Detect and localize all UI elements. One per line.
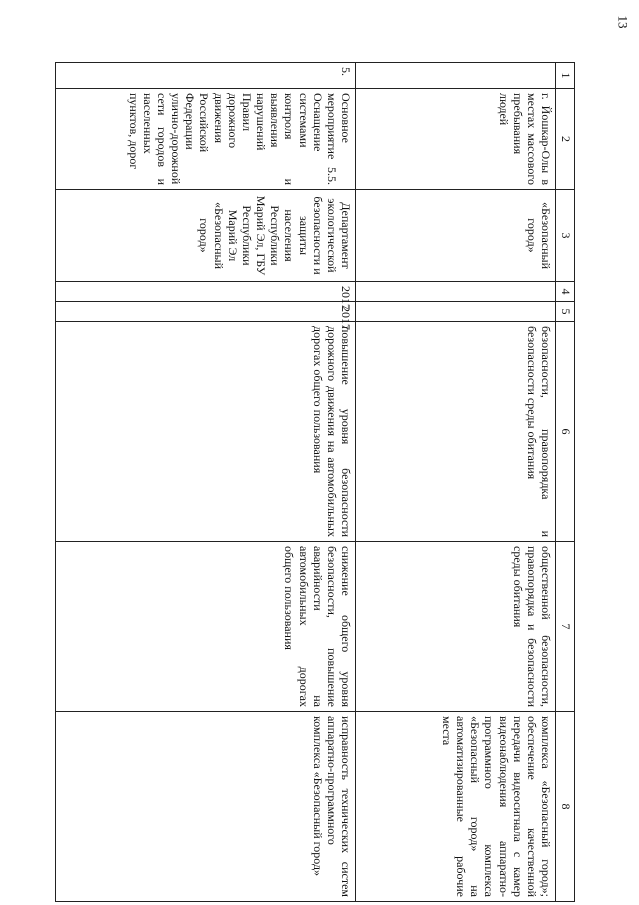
- start-year: [356, 282, 556, 302]
- plan-table: [55, 62, 575, 902]
- header-col-7: 7: [556, 542, 575, 712]
- header-col-3: 3: [556, 190, 575, 282]
- row-number: 5.: [56, 63, 356, 89]
- header-col-2: 2: [556, 89, 575, 190]
- executor: «Безопасный город»: [356, 190, 556, 282]
- expected-result: безопасности, правопорядка и безопасности среды обитания: [356, 322, 556, 542]
- executor: Департамент экологической безопасности и защиты населения Республики Марий Эл, ГБУ Республики Марий Эл «Безопасный город»: [56, 190, 356, 282]
- end-year: [356, 302, 556, 322]
- header-col-5: 5: [556, 302, 575, 322]
- rotated-page: [2, 62, 575, 901]
- header-col-6: 6: [556, 322, 575, 542]
- event-name: Основное мероприятие 5.5. Оснащение системами контроля и выявления нарушений Правил дорожного движения Российской Федерации улично-дорожной сети городов и населенных пунктов, дорог: [56, 89, 356, 190]
- row-number: [356, 63, 556, 89]
- header-row: [556, 63, 575, 902]
- header-col-8: 8: [556, 712, 575, 902]
- consequences: общественной безопасности, правопорядка и безопасности среды обитания: [356, 542, 556, 712]
- end-year: 2017: [56, 302, 356, 322]
- page-number: 13: [615, 15, 631, 29]
- header-col-1: 1: [556, 63, 575, 89]
- table-row: [56, 63, 356, 902]
- indicator: комплекса «Безопасный город»; обеспечение качественной передачи видеосигнала с камер видеонаблюдения аппаратно-программного комплекса «Безопасный город» на автоматизированные рабочие места: [356, 712, 556, 902]
- header-col-4: 4: [556, 282, 575, 302]
- expected-result: повышение уровня безопасности дорожного движения на автомобильных дорогах общего пользования: [56, 322, 356, 542]
- event-name: г. Йошкар-Олы в местах массового пребывания людей: [356, 89, 556, 190]
- start-year: 2017: [56, 282, 356, 302]
- indicator: исправность технических систем аппаратно-программного комплекса «Безопасный город»: [56, 712, 356, 902]
- table-row: [356, 63, 556, 902]
- consequences: снижение общего уровня безопасности, повышение аварийности на автомобильных дорогах общего пользования: [56, 542, 356, 712]
